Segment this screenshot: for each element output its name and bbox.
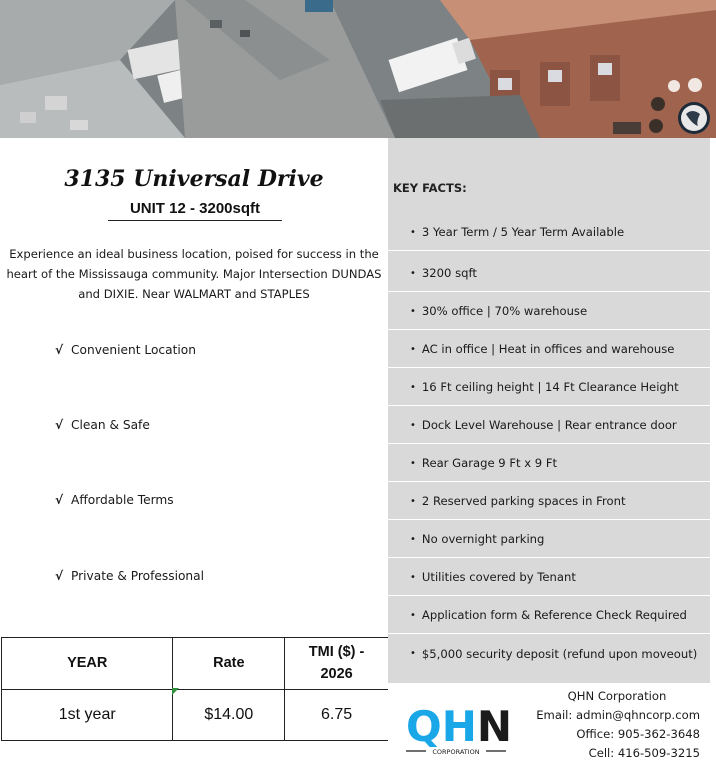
key-facts-title: KEY FACTS:: [393, 181, 467, 195]
fact-item: [388, 331, 710, 368]
feature-item: [55, 343, 196, 357]
bullet-icon: •: [410, 305, 416, 317]
contact-block: [388, 683, 716, 766]
fact-label: $5,000 security deposit (refund upon moveout): [421, 646, 698, 661]
bullet-icon: •: [410, 533, 416, 545]
fact-item: [388, 407, 710, 444]
rate-table: [1, 637, 389, 741]
fact-item: [388, 521, 710, 558]
bullet-icon: •: [410, 226, 416, 238]
table-header-row: [2, 638, 389, 690]
fact-item: [388, 293, 710, 330]
fact-label: AC in office | Heat in offices and warehouse: [421, 342, 675, 356]
column-header-tmi: TMI ($) - 2026: [285, 638, 389, 690]
fact-item: [388, 597, 710, 634]
contact-info: [506, 687, 714, 763]
feature-label: Clean & Safe: [71, 418, 150, 432]
fact-label: No overnight parking: [421, 532, 545, 546]
bullet-icon: •: [410, 648, 416, 659]
checkmark-icon: √: [55, 343, 64, 357]
key-facts-panel: [388, 138, 710, 683]
feature-label: Convenient Location: [71, 343, 196, 357]
bullet-icon: •: [410, 609, 416, 621]
fact-label: 16 Ft ceiling height | 14 Ft Clearance Height: [421, 380, 679, 394]
column-header-rate: Rate: [173, 638, 285, 690]
listing-description: Experience an ideal business location, poised for success in the heart of the Mississauga community. Major Intersection DUNDAS and DIXIE. Near WALMART and STAPLES: [6, 247, 382, 301]
fact-label: Rear Garage 9 Ft x 9 Ft: [421, 456, 558, 470]
year-cell: 1st year: [2, 689, 173, 741]
bullet-icon: •: [410, 267, 416, 279]
table-row: [2, 689, 389, 741]
logo-q: QHN: [406, 702, 513, 751]
checkmark-icon: √: [55, 418, 64, 432]
checkmark-icon: √: [55, 493, 64, 507]
cell-indicator-icon: [172, 688, 179, 695]
office-phone: Office: 905-362-3648: [576, 727, 700, 741]
bullet-icon: •: [410, 343, 416, 355]
aerial-photo: [0, 0, 716, 138]
company-name: QHN Corporation: [567, 689, 667, 703]
rate-cell: $14.00: [173, 689, 285, 741]
fact-item: [388, 635, 710, 672]
bullet-icon: •: [410, 571, 416, 583]
fact-label: 3200 sqft: [421, 266, 477, 280]
fact-item: [388, 214, 710, 251]
cell-phone: Cell: 416-509-3215: [588, 746, 700, 760]
fact-item: [388, 483, 710, 520]
email-text: Email: admin@qhncorp.com: [536, 708, 700, 722]
logo-subtext: CORPORATION: [432, 748, 480, 756]
feature-item: [55, 493, 174, 507]
fact-item: [388, 255, 710, 292]
fact-label: Application form & Reference Check Required: [421, 608, 687, 622]
bullet-icon: •: [410, 381, 416, 393]
qhn-logo: [404, 697, 513, 757]
column-header-year: YEAR: [2, 638, 173, 690]
bullet-icon: •: [410, 457, 416, 469]
fact-label: Utilities covered by Tenant: [421, 570, 576, 584]
bullet-icon: •: [410, 419, 416, 431]
fact-item: [388, 369, 710, 406]
checkmark-icon: √: [55, 569, 64, 583]
unit-heading: UNIT 12 - 3200sqft: [108, 200, 282, 221]
feature-item: [55, 418, 150, 432]
fact-item: [388, 445, 710, 482]
feature-label: Affordable Terms: [71, 493, 174, 507]
feature-label: Private & Professional: [71, 569, 205, 583]
fact-item: [388, 559, 710, 596]
fact-label: 3 Year Term / 5 Year Term Available: [421, 225, 625, 239]
feature-item: [55, 569, 204, 583]
fact-label: 30% office | 70% warehouse: [421, 304, 588, 318]
fact-label: Dock Level Warehouse | Rear entrance door: [421, 418, 677, 432]
listing-title: 3135 Universal Drive: [64, 166, 324, 192]
tmi-cell: 6.75: [285, 689, 389, 741]
bullet-icon: •: [410, 495, 416, 507]
fact-label: 2 Reserved parking spaces in Front: [421, 494, 626, 508]
